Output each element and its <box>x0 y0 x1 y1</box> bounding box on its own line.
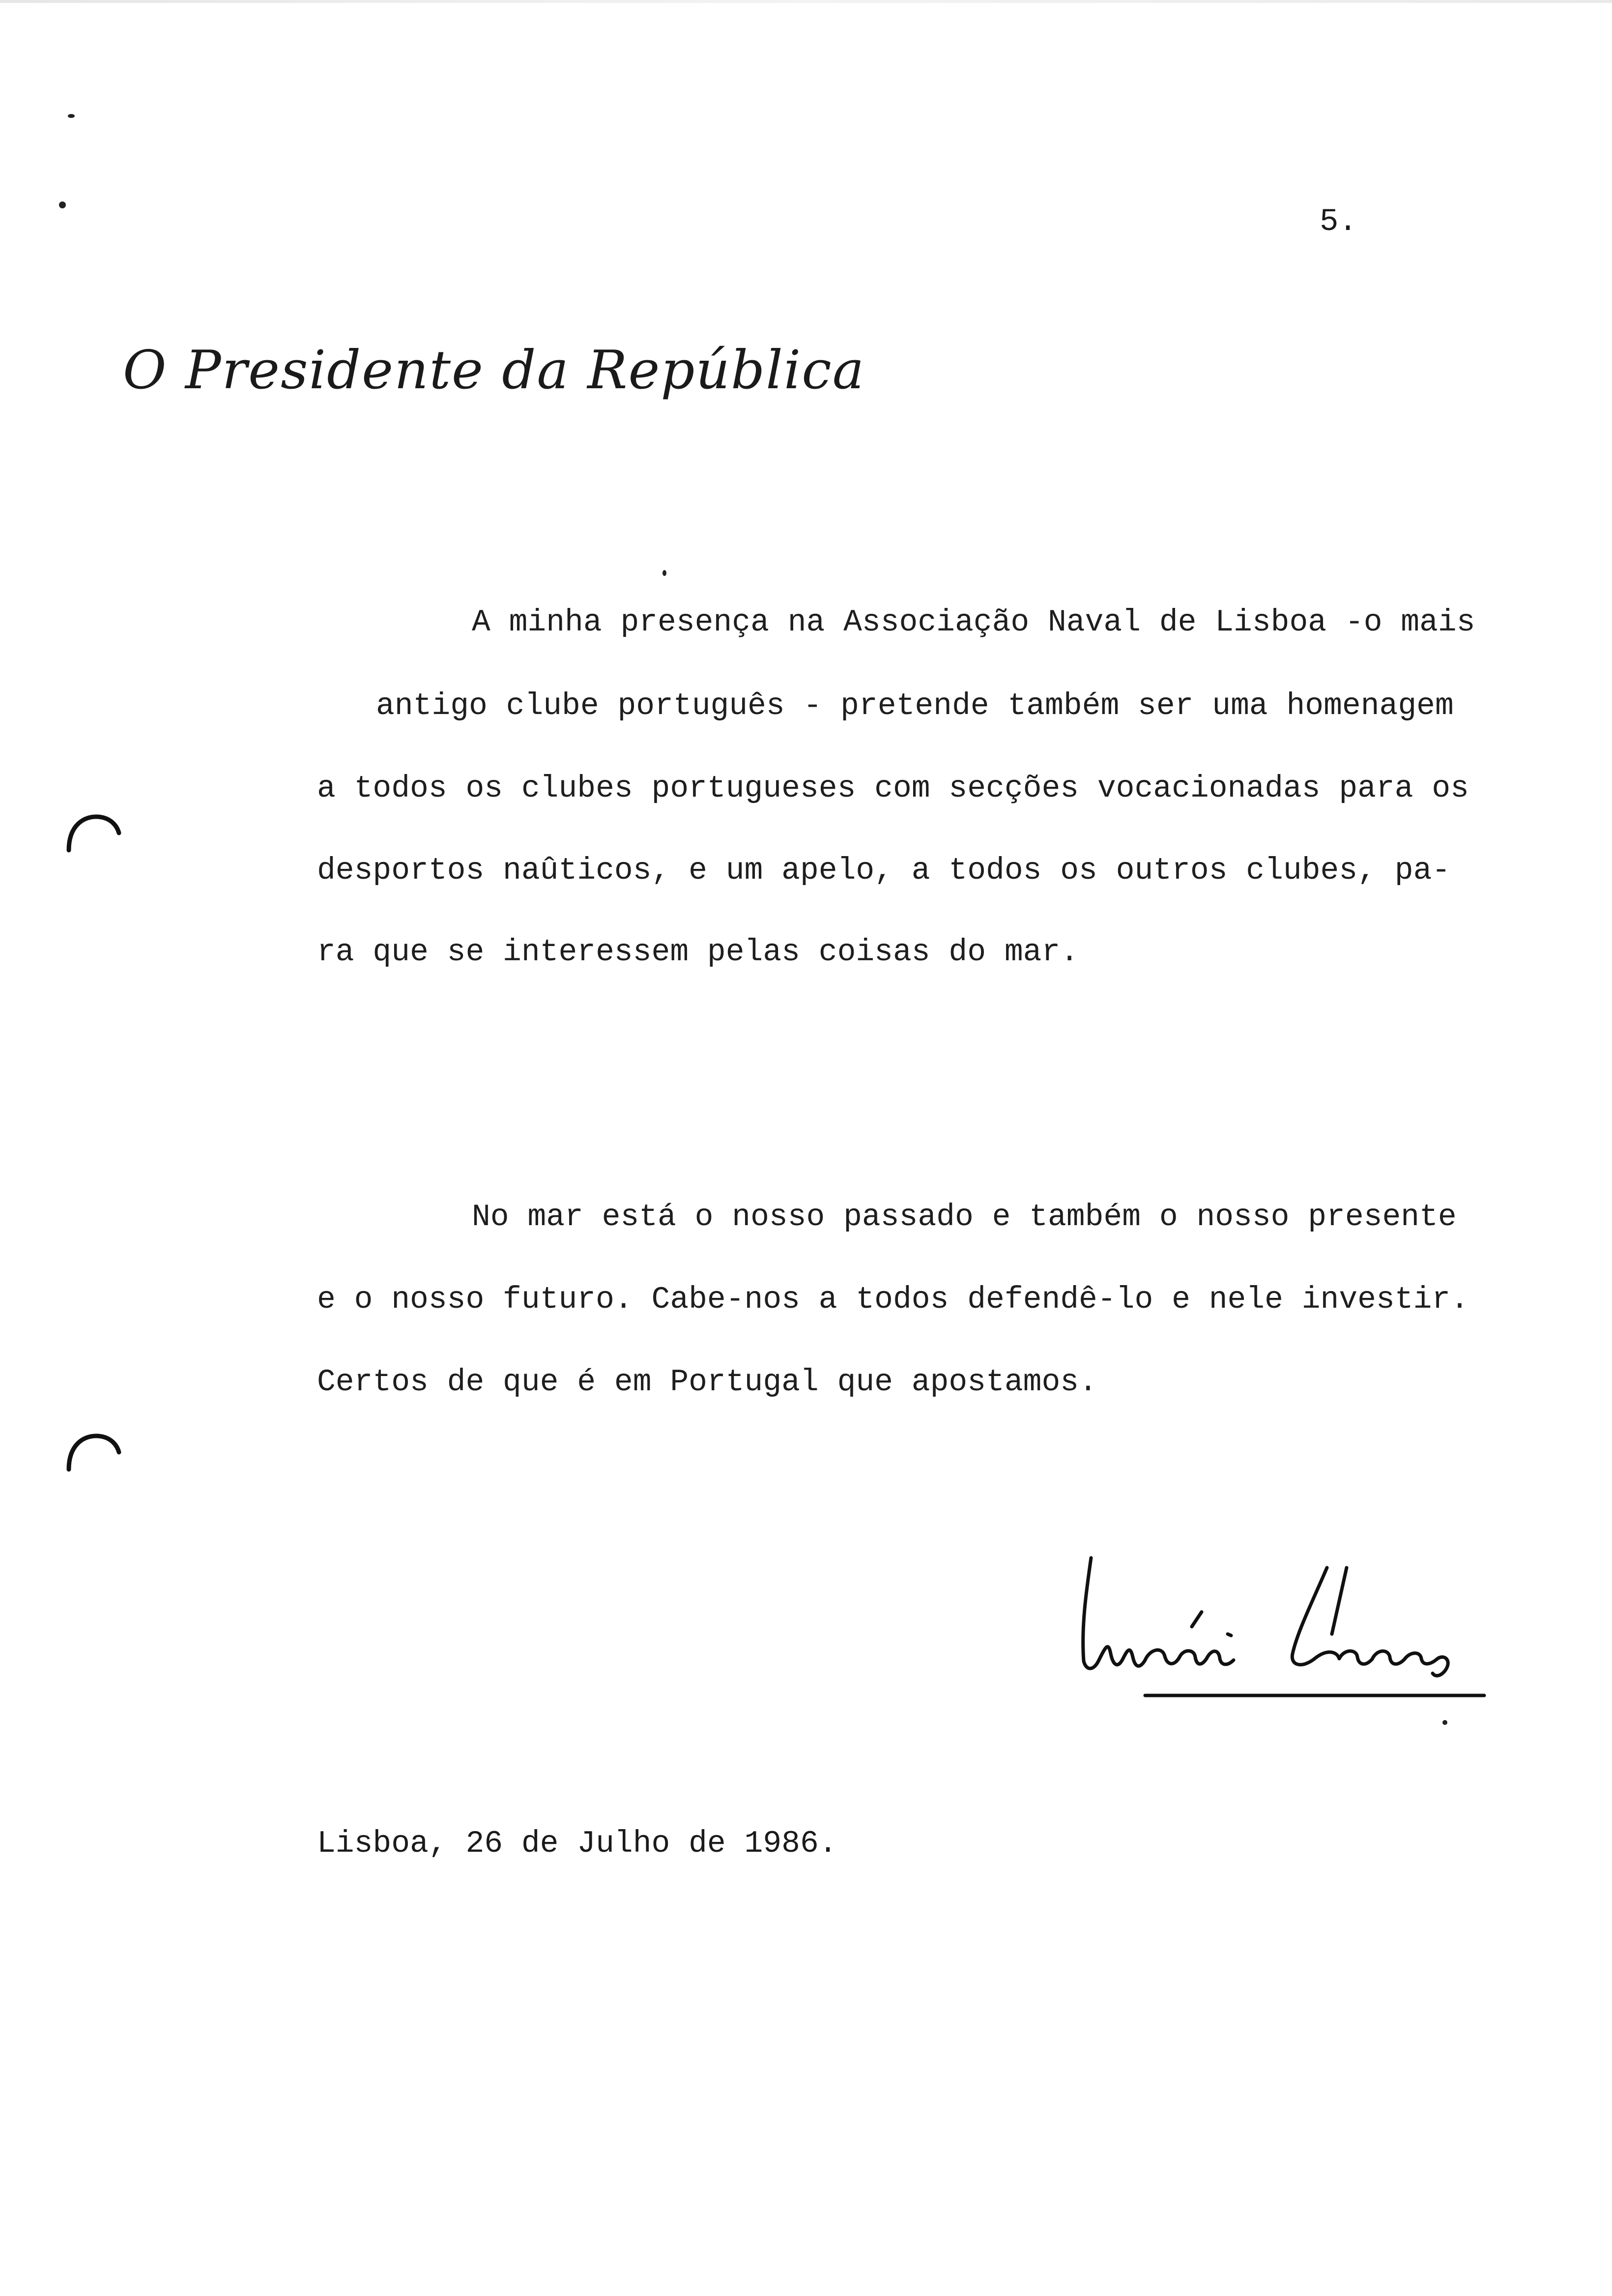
paragraph2-line: e o nosso futuro. Cabe-nos a todos defendê-lo e nele investir. <box>317 1282 1469 1317</box>
scan-speck <box>59 201 66 208</box>
scan-speck <box>1442 1720 1447 1725</box>
scan-top-edge <box>0 0 1612 3</box>
handwritten-signature <box>1071 1548 1489 1715</box>
paragraph2-line: No mar está o nosso passado e também o nosso presente <box>472 1200 1457 1234</box>
scan-speck <box>662 570 666 576</box>
scan-speck <box>68 114 75 118</box>
punch-hole-mark-upper <box>64 811 123 855</box>
paragraph1-line: ra que se interessem pelas coisas do mar. <box>317 935 1079 970</box>
page-number: 5. <box>1320 204 1357 240</box>
paragraph2-line: Certos de que é em Portugal que apostamos. <box>317 1365 1097 1400</box>
punch-hole-mark-lower <box>64 1430 123 1474</box>
paragraph1-line: a todos os clubes portugueses com secções vocacionadas para os <box>317 771 1469 806</box>
paragraph1-line: A minha presença na Associação Naval de Lisboa -o mais <box>472 605 1475 640</box>
paragraph1-line: antigo clube português - pretende também ser uma homenagem <box>376 689 1454 723</box>
date-line: Lisboa, 26 de Julho de 1986. <box>317 1826 837 1861</box>
letterhead-title: O Presidente da República <box>123 340 865 401</box>
paragraph1-line: desportos naûticos, e um apelo, a todos os outros clubes, pa- <box>317 853 1451 888</box>
